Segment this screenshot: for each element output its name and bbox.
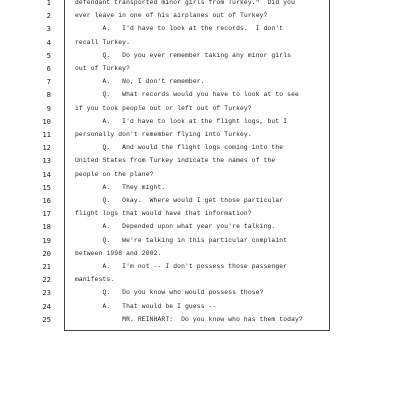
transcript-line xyxy=(42,313,329,326)
line-number: 13 xyxy=(42,156,51,166)
line-text: Q. Do you ever remember taking any minor girls xyxy=(75,51,292,59)
line-number: 23 xyxy=(42,288,51,298)
line-number: 5 xyxy=(46,50,51,60)
line-text: MR. REINHART: Do you know who has them today? xyxy=(75,315,303,323)
transcript-line xyxy=(42,247,329,260)
line-number: 6 xyxy=(46,64,51,73)
line-number: 15 xyxy=(42,182,51,192)
line-number: 8 xyxy=(46,90,51,100)
line-number: 1 xyxy=(46,0,51,7)
line-text: manifests. xyxy=(75,276,115,284)
line-number: 2 xyxy=(46,11,51,21)
transcript-line xyxy=(42,273,329,286)
transcript-line xyxy=(42,154,329,167)
line-number: 22 xyxy=(42,275,51,285)
line-number: 24 xyxy=(42,301,51,311)
transcript-line xyxy=(46,75,329,88)
transcript-line xyxy=(42,220,329,233)
transcript-line xyxy=(46,88,329,101)
transcript-line xyxy=(46,9,329,22)
line-text: if you took people out or left out of Turkey? xyxy=(75,104,252,112)
line-text: A. I'd have to look at the flight logs, but I xyxy=(75,117,288,125)
transcript-line xyxy=(42,260,329,273)
line-text: A. No, I don't remember. xyxy=(75,78,205,86)
transcript-line xyxy=(46,49,329,62)
transcript-line xyxy=(42,181,329,194)
transcript-line xyxy=(46,62,329,75)
transcript-line xyxy=(46,0,329,9)
transcript-box xyxy=(42,0,330,331)
line-text: Q. What records would you have to look at to see xyxy=(75,91,299,99)
line-number: 21 xyxy=(42,262,51,271)
line-text: Q. Do you know who would possess those? xyxy=(75,289,264,297)
line-number: 12 xyxy=(42,143,51,153)
line-number: 7 xyxy=(46,77,51,87)
transcript-line xyxy=(46,102,329,115)
line-text: flight logs that would have that information? xyxy=(75,210,252,218)
transcript-line xyxy=(42,115,329,128)
transcript-line xyxy=(46,36,329,49)
transcript-line xyxy=(42,300,329,313)
line-text: A. I'm not -- I don't possess those passenger xyxy=(75,263,288,270)
line-number: 16 xyxy=(42,196,51,205)
line-text: A. They might. xyxy=(75,183,166,191)
line-text: ever leave in one of his airplanes out of Turkey? xyxy=(75,12,268,20)
line-number: 18 xyxy=(42,222,51,232)
line-number: 17 xyxy=(42,209,51,219)
transcript-line xyxy=(42,234,329,247)
line-number: 4 xyxy=(46,37,51,47)
line-text: recall Turkey. xyxy=(75,38,131,46)
line-text: Q. We're talking in this particular complaint xyxy=(75,236,288,244)
transcript-line xyxy=(46,22,329,35)
transcript-line xyxy=(42,141,329,154)
line-text: United States from Turkey indicate the names of the xyxy=(75,157,276,165)
line-text: out of Turkey? xyxy=(75,65,131,72)
line-number: 25 xyxy=(42,314,51,324)
line-text: A. I'd have to look at the records. I don't xyxy=(75,25,284,33)
transcript-line xyxy=(42,168,329,181)
line-text: defendant transported minor girls from Turkey." Did you xyxy=(75,0,296,6)
line-text: Q. And would the flight logs coming into the xyxy=(75,144,284,152)
transcript-line xyxy=(42,128,329,141)
transcript-line xyxy=(42,286,329,299)
line-text: between 1998 and 2002. xyxy=(75,249,162,257)
line-number: 3 xyxy=(46,24,51,34)
line-text: Q. Okay. Where would I get those particular xyxy=(75,197,284,204)
line-text: A. Depended upon what year you're talking. xyxy=(75,223,276,231)
line-number: 19 xyxy=(42,235,51,245)
line-number: 20 xyxy=(42,248,51,258)
line-number: 14 xyxy=(42,169,51,179)
line-text: personally don't remember flying into Turkey. xyxy=(75,131,252,138)
line-text: A. That would be I guess -- xyxy=(75,302,217,310)
line-text: people on the plane? xyxy=(75,170,154,178)
line-number: 11 xyxy=(42,130,51,139)
transcript-line xyxy=(42,194,329,207)
line-number: 10 xyxy=(42,116,51,126)
line-number: 9 xyxy=(46,103,51,113)
transcript-line xyxy=(42,207,329,220)
